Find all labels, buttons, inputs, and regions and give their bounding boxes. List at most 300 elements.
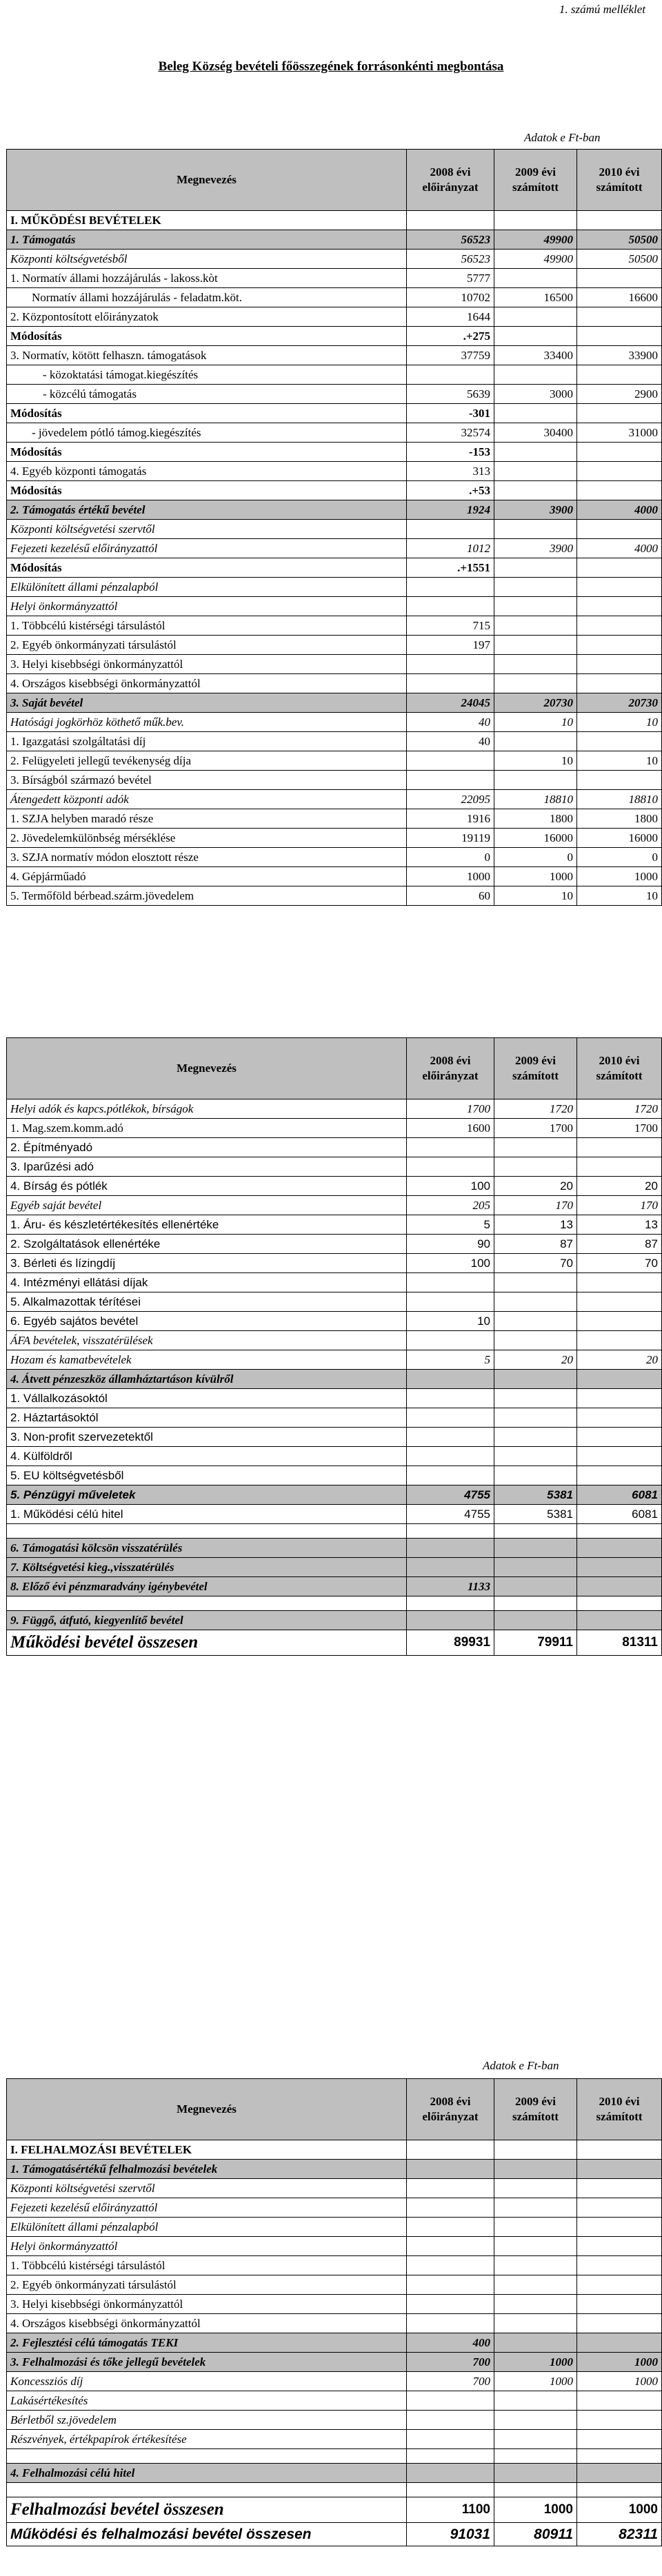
row-label: 4. Intézményi ellátási díjak [7,1273,407,1292]
value-2008 [407,771,494,790]
row-label: Módosítás [7,481,407,500]
table-row [7,1254,662,1273]
header-2008: 2008 évi előirányzat [407,150,494,211]
value-2008 [407,2179,494,2198]
table-row [7,867,662,886]
value-2009: 3900 [494,500,577,520]
row-label: 2. Szolgáltatások ellenértéke [7,1235,407,1254]
row-label: 3. Helyi kisebbségi önkormányzattól [7,2295,407,2314]
value-2009 [494,1558,577,1577]
value-2008: 1000 [407,867,494,886]
table-row [7,2411,662,2430]
value-2008: 89931 [407,1630,494,1656]
value-2008: 22095 [407,790,494,809]
row-label: 3. SZJA normatív módon elosztott része [7,848,407,867]
value-2010 [577,365,662,385]
value-2008: 1644 [407,307,494,327]
value-2008 [407,2218,494,2237]
table-row [7,2449,662,2464]
row-label: 1. Igazgatási szolgáltatási díj [7,732,407,751]
row-label: Módosítás [7,404,407,423]
value-2010 [577,1611,662,1630]
table-row [7,2218,662,2237]
table-row [7,1577,662,1596]
value-2008: 40 [407,713,494,732]
value-2009 [494,2314,577,2333]
value-2010 [577,1408,662,1428]
table-row [7,1138,662,1157]
value-2009 [494,1408,577,1428]
value-2009 [494,2483,577,2497]
value-2008: 5639 [407,385,494,404]
table-row [7,1596,662,1611]
value-2008: 700 [407,2353,494,2372]
value-2010: 70 [577,1254,662,1273]
value-2008 [407,578,494,597]
table-row [7,250,662,269]
row-label: 4. Országos kisebbségi önkormányzattól [7,2314,407,2333]
table-row [7,1196,662,1215]
annex-label: 1. számú melléklet [559,3,645,16]
row-label: 3. Bírságból származó bevétel [7,771,407,790]
value-2008 [407,1596,494,1611]
value-2009: 16000 [494,829,577,848]
row-label: 4. Egyéb központi támogatás [7,462,407,481]
value-2008 [407,1611,494,1630]
row-label: 4. Külföldről [7,1447,407,1466]
value-2009 [494,1331,577,1350]
row-label: 6. Egyéb sajátos bevétel [7,1312,407,1331]
unit-label-3: Adatok e Ft-ban [483,2059,559,2072]
value-2010: 31000 [577,423,662,443]
value-2009: 20 [494,1350,577,1370]
value-2008: 100 [407,1254,494,1273]
table-row [7,790,662,809]
value-2008: 1012 [407,539,494,558]
table-row [7,655,662,674]
value-2009: 3000 [494,385,577,404]
value-2010: 20730 [577,693,662,713]
table-row [7,269,662,288]
value-2009 [494,2179,577,2198]
row-label: 3. Iparűzési adó [7,1157,407,1177]
value-2010 [577,1331,662,1350]
row-label: Hatósági jogkörhöz köthető műk.bev. [7,713,407,732]
row-label [7,2483,407,2497]
row-label: Módosítás [7,327,407,346]
table-row [7,674,662,693]
value-2009 [494,2449,577,2464]
value-2010 [577,2411,662,2430]
row-label: 4. Gépjárműadó [7,867,407,886]
row-label: Módosítás [7,558,407,578]
value-2010: 81311 [577,1630,662,1656]
row-label: Helyi önkormányzattól [7,597,407,616]
header-name: Megnevezés [7,1038,407,1099]
table-row [7,327,662,346]
value-2009 [494,211,577,230]
value-2009: 10 [494,713,577,732]
row-label: Működési bevétel összesen [7,1630,407,1656]
value-2010 [577,443,662,462]
value-2010: 16600 [577,288,662,307]
value-2010: 87 [577,1235,662,1254]
table-row [7,2353,662,2372]
value-2010: 1000 [577,867,662,886]
value-2008 [407,1138,494,1157]
table-row [7,443,662,462]
row-label: 3. Normatív, kötött felhaszn. támogatások [7,346,407,365]
table-header-row [7,2079,662,2140]
value-2009: 1000 [494,867,577,886]
row-label [7,2449,407,2464]
table-row [7,1428,662,1447]
operating-revenue-table-1 [6,149,662,906]
value-2010 [577,462,662,481]
table-row [7,307,662,327]
value-2008: 19119 [407,829,494,848]
value-2009 [494,327,577,346]
header-2009: 2009 évi számított [494,150,577,211]
value-2010 [577,520,662,539]
value-2009 [494,2464,577,2483]
value-2009: 1000 [494,2353,577,2372]
value-2010 [577,1157,662,1177]
value-2009 [494,1577,577,1596]
value-2008: 197 [407,636,494,655]
row-label: 2. Felügyeleti jellegű tevékenység díja [7,751,407,771]
value-2008 [407,365,494,385]
row-label: 2. Támogatás értékű bevétel [7,500,407,520]
table-row [7,1539,662,1558]
table-row [7,1485,662,1505]
value-2009: 5381 [494,1485,577,1505]
capital-revenue-table [6,2078,662,2546]
value-2009 [494,1428,577,1447]
value-2008: 24045 [407,693,494,713]
value-2008: 715 [407,616,494,636]
row-label: Bérletből sz.jövedelem [7,2411,407,2430]
table-row [7,693,662,713]
table-row [7,2160,662,2179]
table-row [7,886,662,906]
value-2009 [494,636,577,655]
value-2009 [494,597,577,616]
row-label: Működési és felhalmozási bevétel összesen [7,2523,407,2546]
value-2008 [407,1331,494,1350]
value-2008: -153 [407,443,494,462]
table-row [7,1099,662,1119]
value-2010 [577,2198,662,2218]
value-2009 [494,732,577,751]
table-row [7,1408,662,1428]
value-2010: 1000 [577,2497,662,2523]
value-2010 [577,1524,662,1539]
value-2008: 91031 [407,2523,494,2546]
value-2008 [407,2198,494,2218]
row-label: 2. Építményadó [7,1138,407,1157]
value-2009: 10 [494,886,577,906]
table-row [7,2497,662,2523]
table-row [7,1505,662,1524]
value-2010: 1000 [577,2353,662,2372]
value-2009: 5381 [494,1505,577,1524]
value-2010 [577,1428,662,1447]
value-2008: 90 [407,1235,494,1254]
row-label: 1. Támogatás [7,230,407,250]
value-2010: 13 [577,1215,662,1235]
row-label: 1. SZJA helyben maradó része [7,809,407,829]
value-2009 [494,307,577,327]
table-row [7,732,662,751]
value-2009 [494,1596,577,1611]
value-2010: 6081 [577,1505,662,1524]
row-label: Normatív állami hozzájárulás - feladatm.köt. [7,288,407,307]
table-row [7,1157,662,1177]
value-2008 [407,1389,494,1408]
value-2009: 1800 [494,809,577,829]
value-2008 [407,1408,494,1428]
value-2009 [494,2391,577,2411]
value-2010 [577,2256,662,2275]
row-label: 1. Támogatásértékű felhalmozási bevételek [7,2160,407,2179]
unit-label-1: Adatok e Ft-ban [524,131,601,144]
value-2010 [577,327,662,346]
table-row [7,578,662,597]
row-label: - közcélú támogatás [7,385,407,404]
value-2010 [577,2295,662,2314]
row-label: - jövedelem pótló támog.kiegészítés [7,423,407,443]
value-2010 [577,558,662,578]
table-row [7,616,662,636]
value-2010: 16000 [577,829,662,848]
value-2009: 1000 [494,2497,577,2523]
value-2009: 1720 [494,1099,577,1119]
row-label: Elkülönített állami pénzalapból [7,578,407,597]
value-2010 [577,1312,662,1331]
value-2009 [494,2218,577,2237]
value-2008 [407,1447,494,1466]
value-2009 [494,1312,577,1331]
row-label: 1. Működési célú hitel [7,1505,407,1524]
row-label: 9. Függő, átfutó, kiegyenlítő bevétel [7,1611,407,1630]
value-2010 [577,1577,662,1596]
value-2010 [577,578,662,597]
value-2010 [577,481,662,500]
row-label: Központi költségvetési szervtől [7,2179,407,2198]
value-2010 [577,655,662,674]
value-2009 [494,269,577,288]
row-label: 2. Egyéb önkormányzati társulástól [7,636,407,655]
value-2010: 2900 [577,385,662,404]
table-row [7,1119,662,1138]
value-2010 [577,2430,662,2449]
value-2008: 10702 [407,288,494,307]
value-2009 [494,674,577,693]
value-2010: 20 [577,1177,662,1196]
table-row [7,462,662,481]
value-2008: .+53 [407,481,494,500]
table-row [7,423,662,443]
row-label: Hozam és kamatbevételek [7,1350,407,1370]
table-row [7,230,662,250]
table-row [7,2430,662,2449]
value-2009: 3900 [494,539,577,558]
row-label: Felhalmozási bevétel összesen [7,2497,407,2523]
value-2008 [407,2464,494,2483]
value-2010 [577,1292,662,1312]
value-2010 [577,1596,662,1611]
table-row [7,1389,662,1408]
value-2009 [494,2160,577,2179]
table-row [7,829,662,848]
table-row [7,1466,662,1485]
header-2010: 2010 évi számított [577,150,662,211]
header-2010: 2010 évi számított [577,1038,662,1099]
value-2009: 49900 [494,230,577,250]
value-2008: .+1551 [407,558,494,578]
row-label: Központi költségvetésből [7,250,407,269]
row-label: Részvények, értékpapírok értékesítése [7,2430,407,2449]
value-2008 [407,597,494,616]
value-2009: 1000 [494,2372,577,2391]
value-2008: 1600 [407,1119,494,1138]
table-row [7,2464,662,2483]
table-row [7,809,662,829]
value-2008: 1916 [407,809,494,829]
row-label: - közoktatási támogat.kiegészítés [7,365,407,385]
value-2010 [577,1138,662,1157]
value-2008: 100 [407,1177,494,1196]
table-header-row [7,150,662,211]
table-row [7,1524,662,1539]
value-2010: 4000 [577,500,662,520]
row-label: 5. Alkalmazottak térítései [7,1292,407,1312]
value-2009: 0 [494,848,577,867]
table-row [7,2256,662,2275]
value-2008: -301 [407,404,494,423]
row-label: 1. Normatív állami hozzájárulás - lakoss.kòt [7,269,407,288]
row-label: 1. Mag.szem.komm.adó [7,1119,407,1138]
row-label: 1. Többcélú kistérségi társulástól [7,616,407,636]
value-2008: 40 [407,732,494,751]
header-2009: 2009 évi számított [494,1038,577,1099]
table-row [7,500,662,520]
value-2008: 1700 [407,1099,494,1119]
value-2010: 0 [577,848,662,867]
value-2010: 10 [577,713,662,732]
value-2009 [494,1524,577,1539]
row-label: Fejezeti kezelésű előirányzattól [7,2198,407,2218]
value-2009: 13 [494,1215,577,1235]
table-row [7,1350,662,1370]
value-2009 [494,1273,577,1292]
value-2008: 56523 [407,250,494,269]
value-2009 [494,404,577,423]
table-row [7,2295,662,2314]
table-row [7,2333,662,2353]
row-label: ÁFA bevételek, visszatérülések [7,1331,407,1350]
value-2010 [577,674,662,693]
value-2010 [577,269,662,288]
value-2008 [407,2275,494,2295]
row-label: Átengedett központi adók [7,790,407,809]
value-2009 [494,2140,577,2160]
value-2008 [407,1428,494,1447]
value-2010 [577,1466,662,1485]
value-2008 [407,1273,494,1292]
value-2009 [494,481,577,500]
row-label [7,1596,407,1611]
header-name: Megnevezés [7,2079,407,2140]
value-2009 [494,2295,577,2314]
value-2009 [494,1466,577,1485]
row-label: 3. Bérleti és lízingdíj [7,1254,407,1273]
value-2010 [577,2160,662,2179]
row-label: Helyi adók és kapcs.pótlékok, bírságok [7,1099,407,1119]
value-2010: 10 [577,886,662,906]
row-label: Elkülönített állami pénzalapból [7,2218,407,2237]
table-row [7,1215,662,1235]
table-row [7,404,662,423]
value-2008: 5 [407,1350,494,1370]
value-2009: 80911 [494,2523,577,2546]
value-2010: 82311 [577,2523,662,2546]
value-2008 [407,1539,494,1558]
value-2008 [407,674,494,693]
value-2010: 20 [577,1350,662,1370]
table-row [7,771,662,790]
value-2008 [407,2314,494,2333]
value-2009: 20 [494,1177,577,1196]
value-2010 [577,771,662,790]
value-2009 [494,520,577,539]
value-2008 [407,2483,494,2497]
value-2009 [494,1157,577,1177]
row-label: 2. Egyéb önkormányzati társulástól [7,2275,407,2295]
table-row [7,848,662,867]
value-2008: 60 [407,886,494,906]
value-2010 [577,597,662,616]
table-row [7,1331,662,1350]
value-2009: 16500 [494,288,577,307]
value-2009 [494,578,577,597]
value-2010 [577,1389,662,1408]
value-2009 [494,365,577,385]
value-2010: 170 [577,1196,662,1215]
row-label: 2. Központosított előirányzatok [7,307,407,327]
value-2008: 56523 [407,230,494,250]
value-2008 [407,1157,494,1177]
value-2010 [577,2275,662,2295]
row-label: 4. Bírság és pótlék [7,1177,407,1196]
table-row [7,2198,662,2218]
row-label: I. MŰKÖDÉSI BEVÉTELEK [7,211,407,230]
table-row [7,751,662,771]
table-row [7,2140,662,2160]
table-row [7,2483,662,2497]
value-2010 [577,1558,662,1577]
table-row [7,1292,662,1312]
value-2008 [407,2295,494,2314]
value-2010 [577,2140,662,2160]
value-2009 [494,1539,577,1558]
value-2008: 313 [407,462,494,481]
value-2009 [494,1292,577,1312]
value-2008: 1133 [407,1577,494,1596]
value-2008: 5777 [407,269,494,288]
value-2009 [494,771,577,790]
